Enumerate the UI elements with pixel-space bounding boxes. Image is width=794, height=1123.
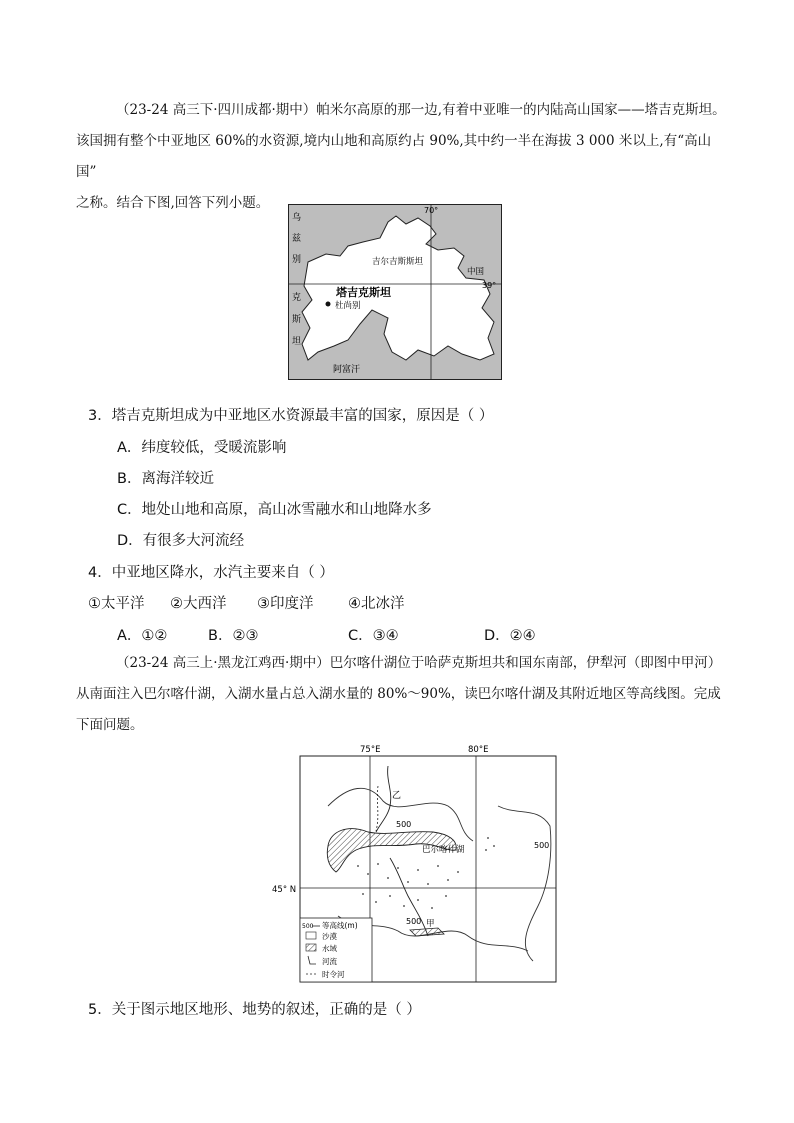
uzbek-label-2: 兹 [292, 234, 302, 244]
tajikistan-map-svg [288, 204, 502, 380]
afghan-label: 阿富汗 [333, 365, 361, 375]
legend-seasonal: 时令河 [322, 970, 345, 979]
q4-option-c[interactable]: C．③④ [348, 628, 399, 644]
lake-label: 巴尔喀什湖 [422, 845, 465, 855]
q3-option-c[interactable]: C．地处山地和高原，高山冰雪融水和山地降水多 [117, 502, 432, 518]
q4-option-d[interactable]: D．②④ [484, 628, 536, 644]
contour-a-label: 500 [396, 820, 412, 829]
q4-item-4: ④北冰洋 [348, 596, 405, 612]
q5-stem: 5．关于图示地区地形、地势的叙述，正确的是（ ） [88, 1002, 421, 1018]
uzbek-label-1: 乌 [292, 213, 302, 223]
q3-option-a[interactable]: A．纬度较低，受暖流影响 [117, 440, 287, 456]
uzbek-label-3: 别 [292, 255, 302, 265]
lon-80-label: 80°E [468, 745, 489, 755]
uzbek-label-4: 克 [292, 293, 302, 303]
q4-item-3: ③印度洋 [257, 596, 314, 612]
lat-39-label: 39° [482, 281, 497, 290]
q4-stem: 4．中亚地区降水，水汽主要来自（ ） [88, 565, 334, 581]
lat-45-label: 45° N [272, 885, 297, 895]
passage-1-line-1: （23-24 高三下·四川成都·期中）帕米尔高原的那一边,有着中亚唯一的内陆高山国家——塔吉克斯坦。 [116, 102, 726, 118]
tajikistan-map [288, 204, 502, 380]
river-jia-label: 甲 [426, 919, 435, 929]
uzbek-label-6: 坦 [292, 337, 302, 347]
balkhash-map [272, 745, 560, 984]
river-yi-label: 乙 [392, 791, 402, 801]
dushanbe-dot [326, 302, 331, 307]
passage-2-line-3: 下面问题。 [76, 717, 144, 733]
passage-1-line-3: 之称。结合下图,回答下列小题。 [76, 195, 270, 211]
passage-1 [76, 95, 728, 219]
lon-70-label: 70° [424, 206, 439, 215]
dushanbe-label: 杜尚别 [335, 301, 361, 311]
uzbek-label-5: 斯 [292, 315, 302, 325]
q4-item-1: ①太平洋 [88, 596, 145, 612]
legend-contour-sample: 500 [302, 923, 314, 930]
q3-stem: 3．塔吉克斯坦成为中亚地区水资源最丰富的国家，原因是（ ） [88, 408, 494, 424]
contour-b-label: 500 [534, 841, 550, 850]
china-label: 中国 [467, 267, 485, 277]
passage-2-line-1: （23-24 高三上·黑龙江鸡西·期中）巴尔喀什湖位于哈萨克斯坦共和国东南部，伊犁河（即图中甲河） [116, 655, 722, 671]
kyrgyz-label: 吉尔吉斯斯坦 [372, 257, 424, 267]
legend-desert-swatch [306, 932, 316, 939]
q3-option-b[interactable]: B．离海洋较近 [117, 471, 214, 487]
tajikistan-label: 塔吉克斯坦 [336, 286, 391, 299]
legend-water: 水域 [322, 944, 337, 953]
legend-river: 河流 [322, 957, 337, 966]
passage-2 [76, 648, 728, 741]
passage-2-line-2: 从南面注入巴尔喀什湖，入湖水量占总入湖水量的 80%～90%，读巴尔喀什湖及其附近地区等高线图。完成 [76, 686, 721, 702]
q4-item-2: ②大西洋 [170, 596, 227, 612]
contour-c-label: 500 [406, 917, 422, 926]
q4-option-a[interactable]: A．①② [117, 628, 168, 644]
legend-desert: 沙漠 [322, 932, 337, 941]
q4-option-b[interactable]: B．②③ [208, 628, 259, 644]
passage-1-line-2: 该国拥有整个中亚地区 60%的水资源,境内山地和高原约占 90%,其中约一半在海拔 3 000 米以上,有“高山国” [76, 133, 712, 180]
lon-75-label: 75°E [360, 745, 381, 755]
map2-legend [300, 918, 372, 982]
balkhash-map-svg [272, 745, 560, 984]
legend-water-swatch [306, 944, 316, 951]
legend-contour: 等高线(m) [322, 921, 358, 930]
q3-option-d[interactable]: D．有很多大河流经 [117, 533, 245, 549]
